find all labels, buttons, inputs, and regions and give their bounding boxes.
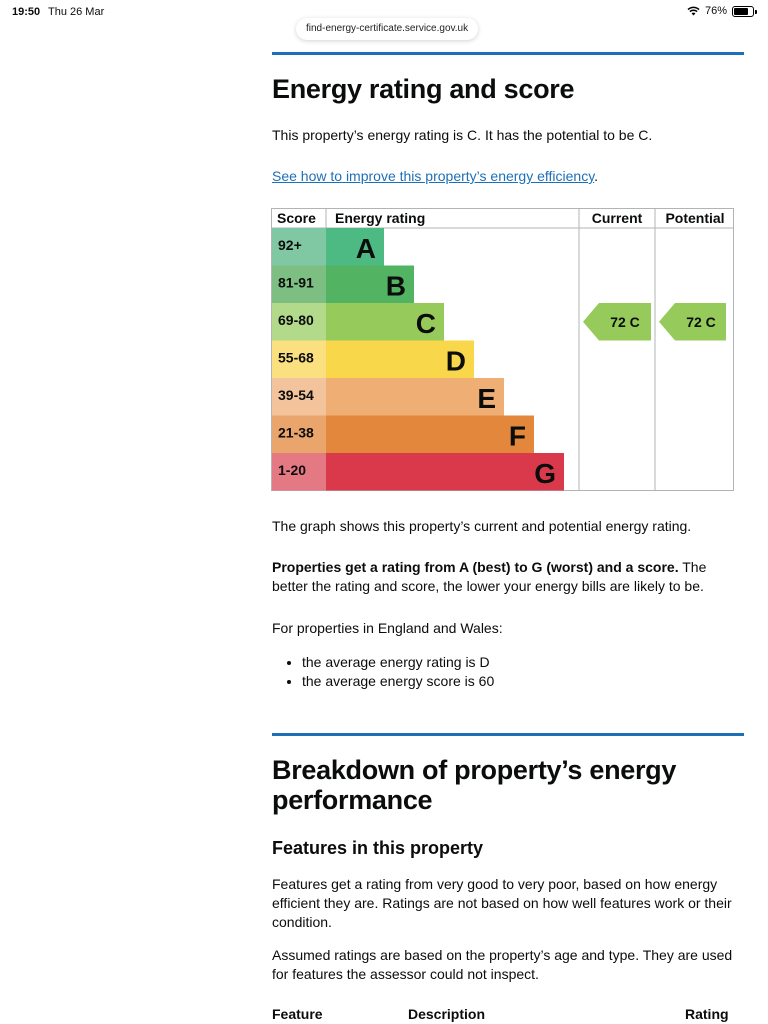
band-letter-d: D [445, 345, 466, 377]
potential-rating-label: 72 C [686, 313, 716, 330]
url-bar[interactable]: find-energy-certificate.service.gov.uk [296, 18, 478, 40]
table-header-description: Description [408, 1006, 486, 1022]
improve-efficiency-link[interactable]: See how to improve this property’s energy efficiency [272, 168, 595, 184]
features-explanation: Features get a rating from very good to very poor, based on how energy efficient they are. Ratings are not based on how well features work or their condition. [272, 876, 732, 930]
energy-rating-graph [271, 208, 734, 491]
rating-explanation-bold: Properties get a rating from A (best) to G (worst) and a score. [272, 559, 679, 575]
improve-paragraph [272, 167, 744, 186]
header-score: Score [277, 210, 316, 226]
section-divider-2 [272, 733, 744, 736]
battery-icon [732, 6, 754, 17]
band-score-d: 55-68 [278, 349, 314, 366]
header-potential: Potential [665, 210, 725, 226]
breakdown-title-line2: performance [272, 785, 433, 815]
header-current: Current [591, 210, 643, 226]
page-title: Energy rating and score [272, 74, 575, 104]
band-letter-g: G [534, 458, 556, 489]
band-letter-a: A [355, 233, 376, 264]
graph-caption: The graph shows this property’s current and potential energy rating. [272, 518, 692, 534]
current-rating-label: 72 C [610, 313, 640, 330]
band-score-f: 21-38 [278, 424, 314, 441]
band-score-e: 39-54 [278, 387, 314, 403]
wifi-icon [687, 6, 700, 16]
average-intro: For properties in England and Wales: [272, 620, 503, 636]
link-period: . [594, 168, 599, 184]
assumed-explanation: Assumed ratings are based on the property’s age and type. They are used for features the assessor could not inspect. [272, 947, 733, 982]
battery-percent: 76% [704, 5, 727, 17]
features-subtitle: Features in this property [272, 838, 484, 858]
breakdown-title-line1: Breakdown of property’s energy [272, 755, 677, 785]
energy-rating-chart [271, 208, 734, 491]
breakdown-title [272, 755, 676, 815]
status-date: Thu 26 Mar [48, 6, 105, 18]
status-time: 19:50 [12, 6, 41, 18]
table-header-feature: Feature [272, 1006, 323, 1022]
band-score-a: 92+ [278, 237, 302, 253]
band-score-c: 69-80 [278, 312, 314, 328]
band-bar-g [326, 453, 564, 491]
average-rating-item: • the average energy rating is D [302, 653, 494, 672]
band-letter-b: B [385, 270, 406, 302]
rating-summary: This property’s energy rating is C. It has the potential to be C. [272, 127, 653, 143]
rating-explanation-rest: The better the rating and score, the lower your energy bills are likely to be. [272, 559, 707, 594]
band-letter-f: F [508, 420, 526, 452]
table-header-rating: Rating [685, 1006, 729, 1022]
status-indicators [687, 5, 754, 17]
section-divider [272, 52, 744, 55]
chart-bands [272, 228, 564, 491]
header-energy-rating: Energy rating [335, 210, 426, 226]
average-score-item: • the average energy score is 60 [302, 672, 494, 691]
band-letter-c: C [415, 308, 436, 339]
band-score-g: 1-20 [278, 462, 307, 478]
average-list [302, 653, 494, 691]
band-score-b: 81-91 [278, 274, 314, 291]
rating-explanation [272, 558, 744, 596]
band-letter-e: E [477, 383, 496, 414]
band-bar-f [326, 416, 534, 454]
